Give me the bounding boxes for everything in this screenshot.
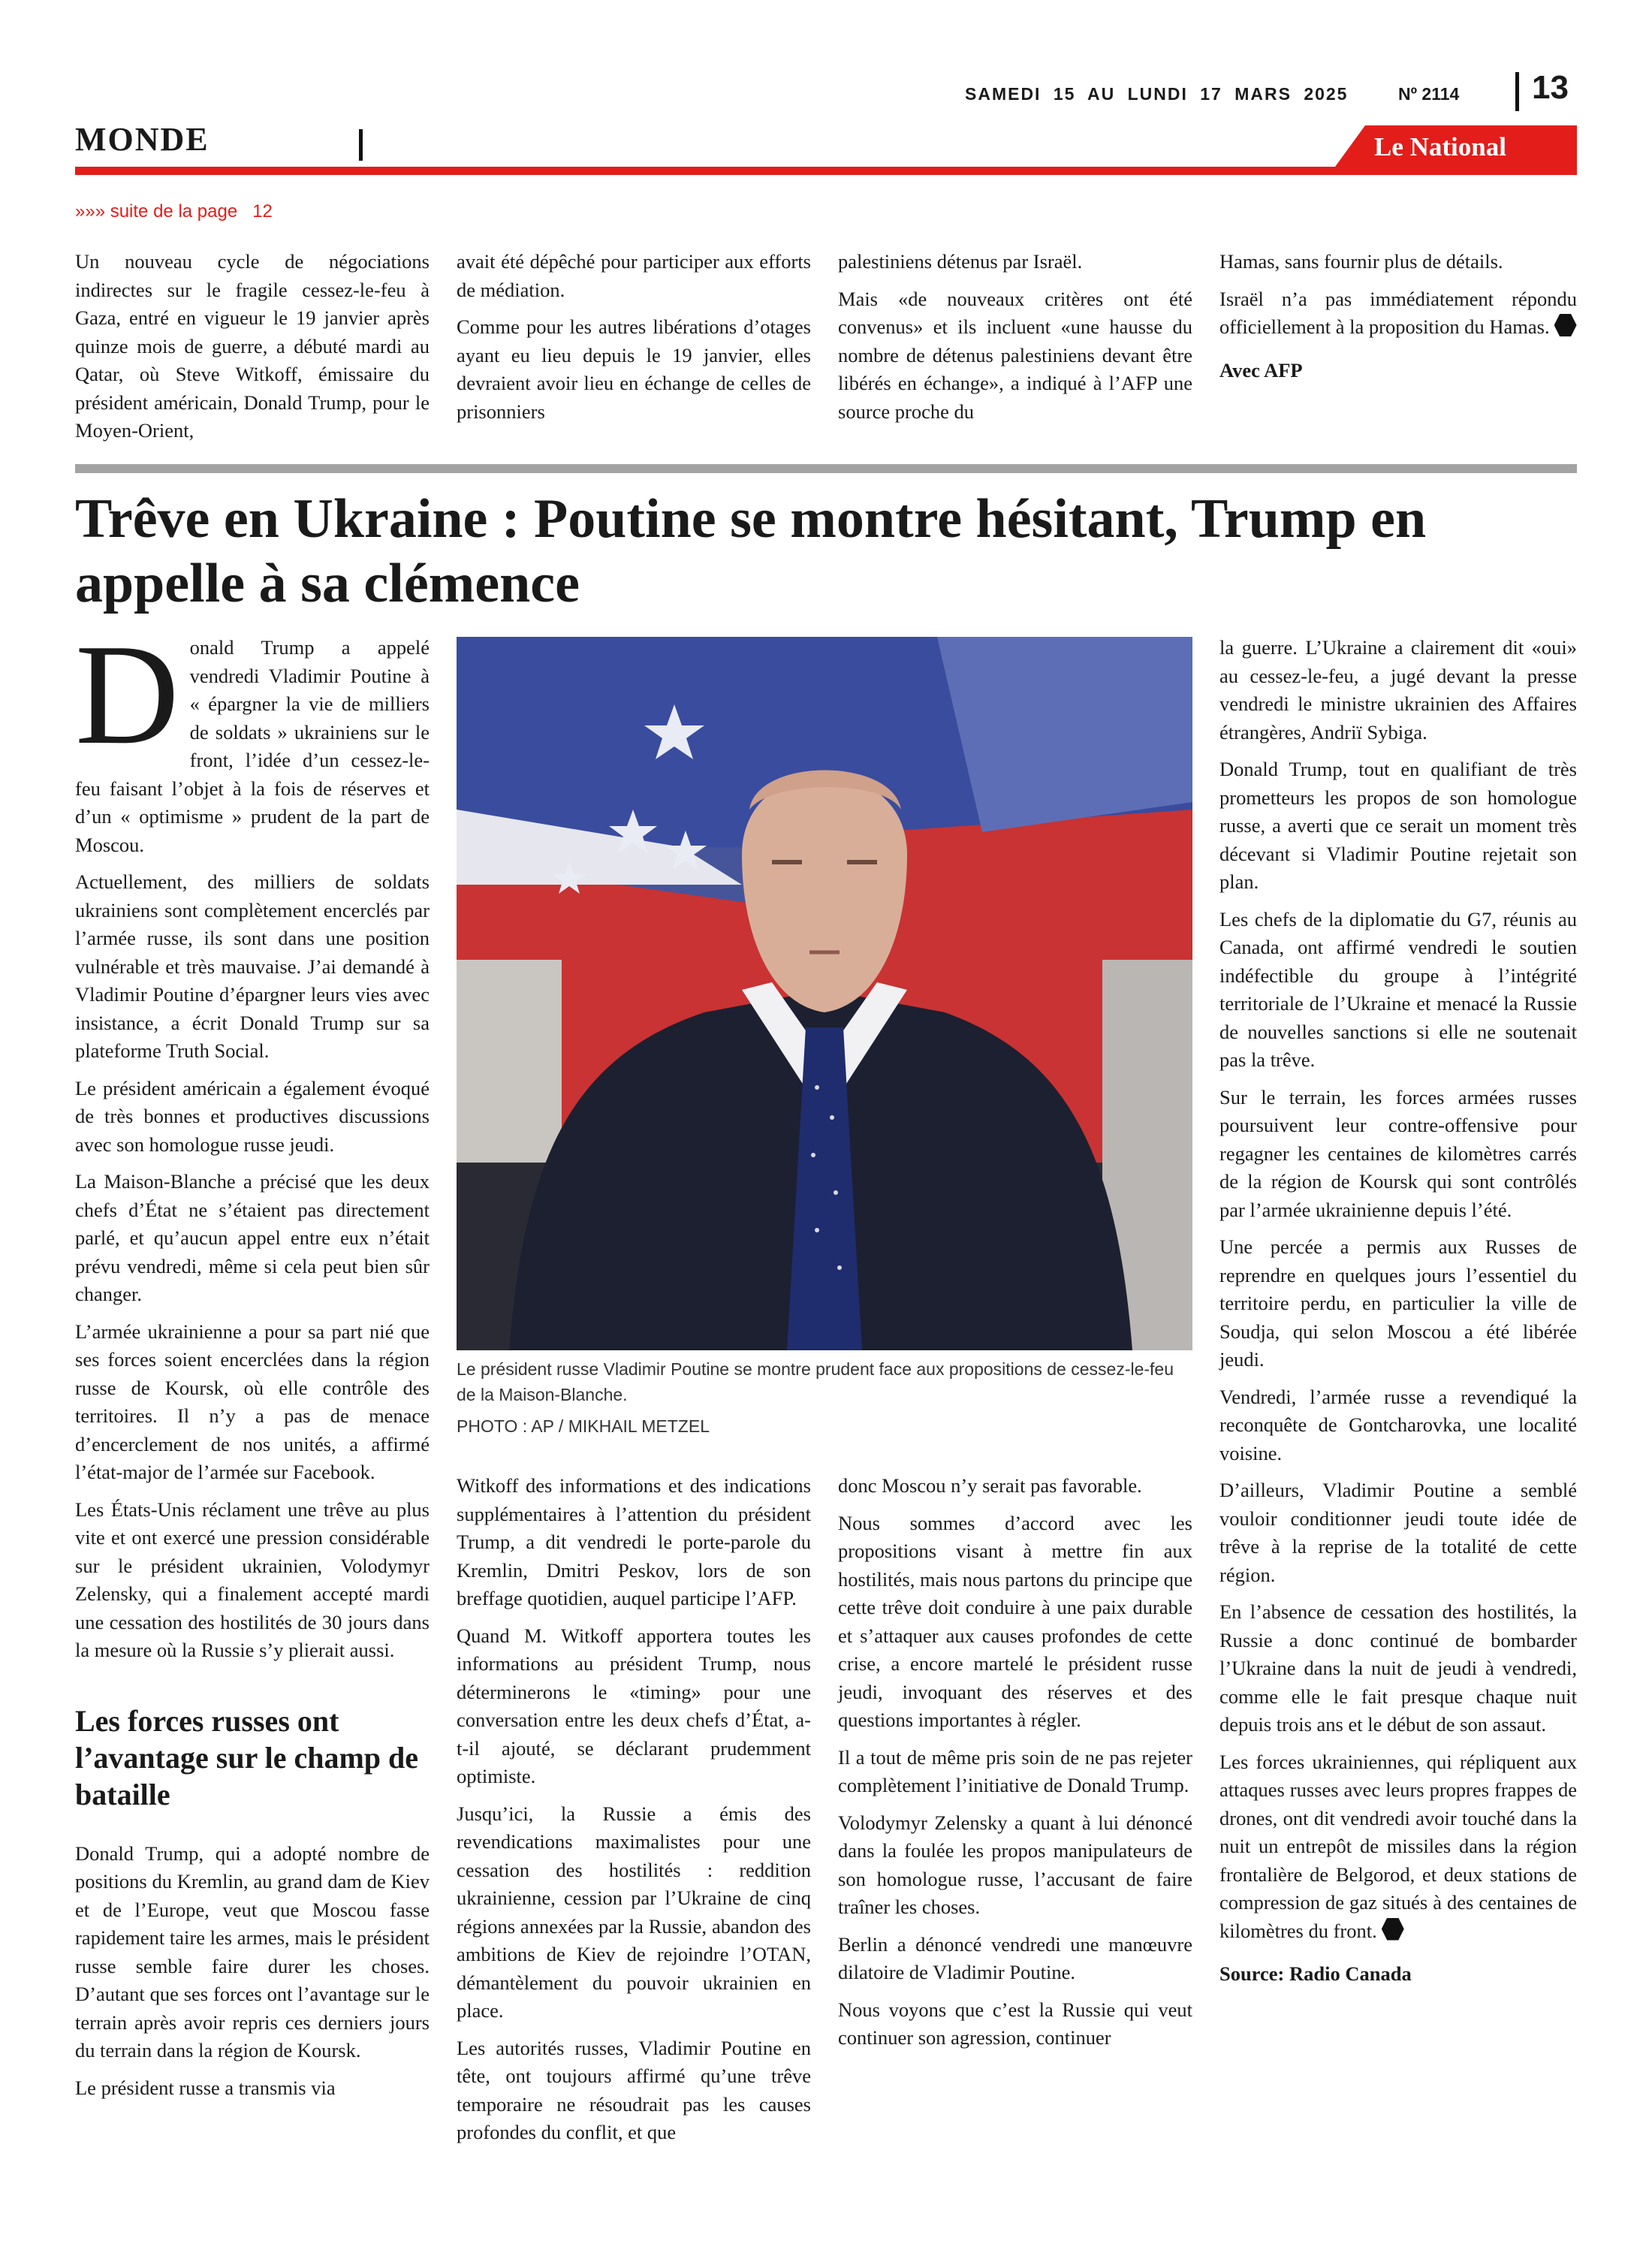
page-number: 13 <box>1532 69 1569 106</box>
paragraph: Nous voyons que c’est la Russie qui veut continuer son agression, continuer <box>838 1998 1192 2049</box>
section-divider <box>359 129 363 161</box>
article-separator <box>75 464 1577 473</box>
paragraph: donc Moscou n’y serait pas favorable. <box>838 1474 1142 1497</box>
paragraph: Nous sommes d’accord avec les propositions visant à mettre fin aux hostilités, mais nous partons du principe que cette trêve doit conduire à une paix durable et s’attaquer aux causes profondes de cette crise, a encore martelé le président russe jeudi, invoquant des réserves et des questions importantes à régler. <box>838 1511 1192 1731</box>
paragraph: Le président russe a transmis via <box>75 2076 336 2099</box>
prev-article-column-3 <box>838 248 1192 426</box>
article-column-3 <box>838 1472 1192 2052</box>
paragraph: palestiniens détenus par Israël. <box>838 250 1083 273</box>
continued-page: 12 <box>252 201 273 222</box>
paragraph: Berlin a dénoncé vendredi une manœuvre dilatoire de Vladimir Poutine. <box>838 1932 1192 1983</box>
paragraph: Vendredi, l’armée russe a revendiqué la reconquête de Gontcharovka, une localité voisine. <box>1219 1385 1577 1464</box>
paragraph-text: Israël n’a pas immédiatement répondu officiellement à la proposition du Hamas. <box>1219 287 1577 338</box>
paragraph: Donald Trump, tout en qualifiant de très prometteurs les propos de son homologue russe, a averti que ce serait un moment très décevant si Vladimir Poutine rejetait son plan. <box>1219 758 1577 893</box>
article-column-1 <box>75 614 430 2102</box>
paragraph: Comme pour les autres libérations d’otages ayant eu lieu depuis le 19 janvier, elles devraient avoir lieu en échange de celles de prisonniers <box>457 315 811 423</box>
prev-article-column-1 <box>75 248 430 445</box>
paragraph <box>1219 1748 1577 1946</box>
continued-label: »»» suite de la page <box>75 201 238 222</box>
article-source: Source: Radio Canada <box>1219 1962 1412 1985</box>
paragraph: la guerre. L’Ukraine a clairement dit «oui» au cessez-le-feu, a jugé devant la presse vendredi le ministre ukrainien des Affaires étrangères, Andriï Sybiga. <box>1219 636 1577 743</box>
photo-caption: Le président russe Vladimir Poutine se montre prudent face aux propositions de cessez-le-feu de la Maison-Blanche. <box>457 1359 1174 1404</box>
paragraph: avait été dépêché pour participer aux efforts de médiation. <box>457 250 811 301</box>
paragraph <box>1219 285 1577 342</box>
page-number-divider <box>1515 72 1519 111</box>
paragraph: Actuellement, des milliers de soldats ukrainiens sont complètement encerclés par l’armée russe, ils sont dans une position vulnérable et très mauvaise. J’ai demandé à Vladimir Poutine d’épargner leurs vies avec insistance, a écrit Donald Trump sur sa plateforme Truth Social. <box>75 870 430 1062</box>
lead-paragraph <box>75 614 430 859</box>
end-mark-icon <box>1382 1918 1404 1941</box>
dateline: SAMEDI 15 AU LUNDI 17 MARS 2025 <box>965 84 1349 104</box>
brand-name: Le National <box>1374 132 1506 161</box>
lead-text: onald Trump a appelé vendredi Vladimir Poutine à « épargner la vie de milliers de soldats » ukrainiens sur le front, l’idée d’un cessez-le-feu faisant l’objet à la fois de réserves et d’un « optimisme » prudent de la part de Moscou. <box>75 636 430 856</box>
paragraph: Les États-Unis réclament une trêve au plus vite et ont exercé une pression considérable sur le président ukrainien, Volodymyr Zelensky, qui a finalement accepté mardi une cessation des hostilités de 30 jours dans la mesure où la Russie s’y plierait aussi. <box>75 1497 430 1661</box>
section-title: MONDE <box>75 121 210 158</box>
paragraph: L’armée ukrainienne a pour sa part nié que ses forces soient encerclées dans la région russe de Koursk, où elle contrôle des territoires. Il n’y a pas de menace d’encerclement de nos unités, a affirmé l’état-major de l’armée sur Facebook. <box>75 1320 430 1483</box>
paragraph: Witkoff des informations et des indications supplémentaires à l’attention du président Trump, a dit vendredi le porte-parole du Kremlin, Dmitri Peskov, lors de son breffage quotidien, auquel participe l’AFP. <box>457 1474 811 1609</box>
paragraph: Le président américain a également évoqué de très bonnes et productives discussions avec son homologue russe jeudi. <box>75 1076 430 1156</box>
paragraph: Mais «de nouveaux critères ont été convenus» et ils incluent «une hausse du nombre de détenus palestiniens devant être libérés en échange», a indiqué à l’AFP une source proche du <box>838 287 1192 423</box>
paragraph: Les chefs de la diplomatie du G7, réunis au Canada, ont affirmé vendredi le soutien indéfectible du groupe à l’intégrité territoriale de l’Ukraine et menacé la Russie de nouvelles sanctions si elle ne soutenait pas la trêve. <box>1219 907 1577 1071</box>
article-column-2 <box>457 1472 811 2147</box>
photo-credit: PHOTO : AP / MIKHAIL METZEL <box>457 1416 710 1436</box>
article-column-4 <box>1219 634 1577 1989</box>
paragraph: Une percée a permis aux Russes de reprendre en quelques jours l’essentiel du territoire perdu, en particulier la ville de Soudja, qui selon Moscou a été libérée jeudi. <box>1219 1235 1577 1371</box>
paragraph: Sur le terrain, les forces armées russes poursuivent leur contre-offensive pour regagner les centaines de kilomètres carrés de la région de Koursk qui sont contrôlés par l’armée ukrainienne depuis l’été. <box>1219 1085 1577 1221</box>
paragraph: Jusqu’ici, la Russie a émis des revendications maximalistes pour une cessation des hostilités : reddition ukrainienne, cession par l’Ukraine de cinq régions annexées par la Russie, abandon des ambitions de Kiev de rejoindre l’OTAN, démantèlement du pouvoir ukrainien en place. <box>457 1802 811 2022</box>
prev-article-column-2 <box>457 248 811 426</box>
article-headline: Trêve en Ukraine : Poutine se montre hésitant, Trump en appelle à sa clémence <box>75 488 1427 614</box>
article-subhead: Les forces russes ont l’avantage sur le champ de bataille <box>75 1703 419 1811</box>
paragraph: Hamas, sans fournir plus de détails. <box>1219 250 1503 273</box>
drop-cap: D <box>75 614 179 774</box>
paragraph: Un nouveau cycle de négociations indirectes sur le fragile cessez-le-feu à Gaza, entré en vigueur le 19 janvier après quinze mois de guerre, a débuté mardi au Qatar, où Steve Witkoff, émissaire du président américain, Donald Trump, pour le Moyen-Orient, <box>75 250 430 442</box>
article-source: Avec AFP <box>1219 358 1303 382</box>
paragraph: En l’absence de cessation des hostilités, la Russie a donc continué de bombarder l’Ukraine dans la nuit de jeudi à vendredi, comme elle le fait presque chaque nuit depuis trois ans et le début de son assaut. <box>1219 1600 1577 1736</box>
article-photo[interactable] <box>457 637 1192 1350</box>
issue-number: Nº 2114 <box>1398 84 1460 104</box>
paragraph: La Maison-Blanche a précisé que les deux chefs d’État ne s’étaient pas directement parlé, et qu’aucun appel entre eux n’était prévu vendredi, même si cela peut bien sûr changer. <box>75 1170 430 1305</box>
paragraph-text: Les forces ukrainiennes, qui répliquent aux attaques russes avec leurs propres frappes de drones, ont dit vendredi avoir touché dans la nuit un entrepôt de missiles dans la région frontalière de Belgorod, et deux stations de compression de gaz situés à des centaines de kilomètres du front. <box>1219 1750 1577 1942</box>
paragraph: Donald Trump, qui a adopté nombre de positions du Kremlin, au grand dam de Kiev et de l’Europe, veut que Moscou fasse rapidement taire les armes, mais le président russe semble faire durer les choses. D’autant que ses forces ont l’avantage sur le terrain après avoir repris ces derniers jours du terrain dans la région de Koursk. <box>75 1841 430 2061</box>
continued-from[interactable] <box>75 201 273 222</box>
paragraph: D’ailleurs, Vladimir Poutine a semblé vouloir conditionner jeudi toute idée de trêve à la reprise de la totalité de cette région. <box>1219 1479 1577 1586</box>
paragraph: Quand M. Witkoff apportera toutes les informations au président Trump, nous déterminerons le «timing» pour une conversation entre les deux chefs d’État, a-t-il ajouté, se déclarant prudemment optimiste. <box>457 1624 811 1787</box>
prev-article-column-4 <box>1219 248 1577 385</box>
putin-portrait-illustration <box>457 637 1192 1350</box>
paragraph: Volodymyr Zelensky a quant à lui dénoncé dans la foulée les propos manipulateurs de son homologue russe, l’accusant de faire traîner les choses. <box>838 1811 1192 1918</box>
paragraph: Les autorités russes, Vladimir Poutine en tête, ont toujours affirmé qu’une trêve temporaire ne résoudrait pas les causes profondes du conflit, et que <box>457 2036 811 2143</box>
paragraph: Il a tout de même pris soin de ne pas rejeter complètement l’initiative de Donald Trump. <box>838 1745 1192 1796</box>
end-mark-icon <box>1554 314 1577 336</box>
